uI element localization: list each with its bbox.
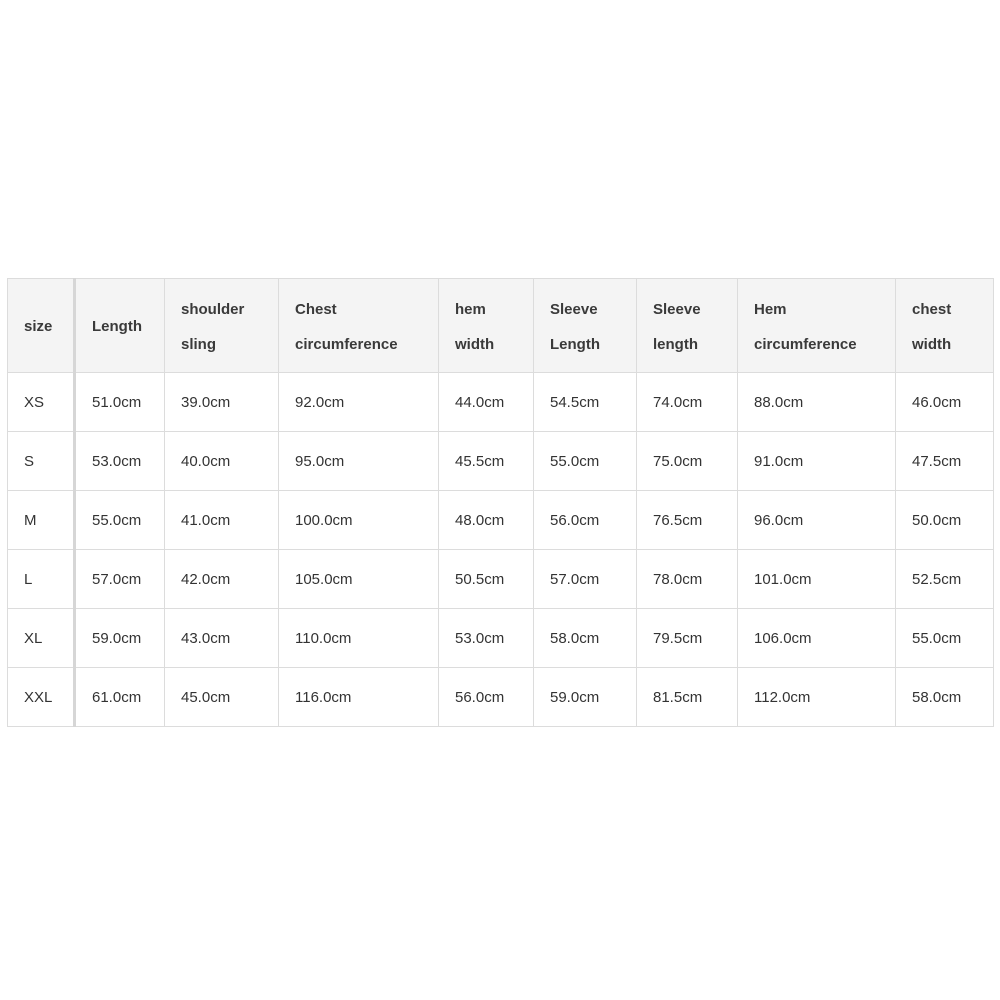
- cell-chest-width: 47.5cm: [896, 432, 994, 491]
- cell-length: 53.0cm: [75, 432, 165, 491]
- cell-chest-width: 58.0cm: [896, 668, 994, 727]
- table-row: [8, 668, 994, 727]
- cell-sleeve-length-1: 59.0cm: [534, 668, 637, 727]
- cell-chest-circumference: 95.0cm: [279, 432, 439, 491]
- cell-sleeve-length-2: 79.5cm: [637, 609, 738, 668]
- cell-shoulder-sling: 40.0cm: [165, 432, 279, 491]
- cell-hem-circumference: 88.0cm: [738, 373, 896, 432]
- header-size: [8, 279, 75, 373]
- table-row: [8, 432, 994, 491]
- cell-chest-width: 55.0cm: [896, 609, 994, 668]
- header-chest-width: [896, 279, 994, 373]
- header-label: width: [912, 335, 952, 353]
- cell-sleeve-length-2: 81.5cm: [637, 668, 738, 727]
- cell-size: XL: [8, 609, 75, 668]
- cell-chest-width: 46.0cm: [896, 373, 994, 432]
- cell-chest-circumference: 110.0cm: [279, 609, 439, 668]
- cell-size: XXL: [8, 668, 75, 727]
- header-label: circumference: [295, 335, 398, 353]
- header-hem-width: [439, 279, 534, 373]
- cell-size: L: [8, 550, 75, 609]
- cell-chest-width: 52.5cm: [896, 550, 994, 609]
- cell-sleeve-length-1: 56.0cm: [534, 491, 637, 550]
- cell-chest-circumference: 105.0cm: [279, 550, 439, 609]
- header-label: Length: [92, 318, 142, 335]
- cell-sleeve-length-2: 75.0cm: [637, 432, 738, 491]
- cell-hem-circumference: 106.0cm: [738, 609, 896, 668]
- cell-size: S: [8, 432, 75, 491]
- cell-hem-width: 50.5cm: [439, 550, 534, 609]
- cell-shoulder-sling: 45.0cm: [165, 668, 279, 727]
- header-chest-circumference: [279, 279, 439, 373]
- cell-hem-circumference: 112.0cm: [738, 668, 896, 727]
- cell-chest-circumference: 92.0cm: [279, 373, 439, 432]
- cell-hem-width: 48.0cm: [439, 491, 534, 550]
- header-label: Length: [550, 335, 600, 353]
- cell-sleeve-length-1: 54.5cm: [534, 373, 637, 432]
- header-label: width: [455, 335, 495, 353]
- cell-length: 57.0cm: [75, 550, 165, 609]
- header-sleeve-length-2: [637, 279, 738, 373]
- header-label: Chest: [295, 300, 337, 318]
- cell-chest-circumference: 116.0cm: [279, 668, 439, 727]
- header-label: circumference: [754, 335, 857, 353]
- header-label: Sleeve: [653, 300, 701, 318]
- header-sleeve-length-1: [534, 279, 637, 373]
- header-label: Hem: [754, 300, 787, 318]
- header-label: chest: [912, 300, 952, 318]
- cell-shoulder-sling: 43.0cm: [165, 609, 279, 668]
- cell-length: 51.0cm: [75, 373, 165, 432]
- table-row: [8, 609, 994, 668]
- header-label: hem: [455, 300, 486, 318]
- size-chart-table: [7, 278, 994, 727]
- cell-hem-circumference: 91.0cm: [738, 432, 896, 491]
- cell-shoulder-sling: 41.0cm: [165, 491, 279, 550]
- cell-hem-width: 44.0cm: [439, 373, 534, 432]
- cell-hem-width: 45.5cm: [439, 432, 534, 491]
- cell-chest-width: 50.0cm: [896, 491, 994, 550]
- header-label: Sleeve: [550, 300, 598, 318]
- table-row: [8, 373, 994, 432]
- header-label: size: [24, 318, 53, 335]
- table-body: [8, 373, 994, 727]
- header-hem-circumference: [738, 279, 896, 373]
- table-row: [8, 550, 994, 609]
- cell-sleeve-length-1: 55.0cm: [534, 432, 637, 491]
- header-label: shoulder: [181, 300, 245, 318]
- cell-shoulder-sling: 42.0cm: [165, 550, 279, 609]
- cell-sleeve-length-1: 57.0cm: [534, 550, 637, 609]
- cell-sleeve-length-2: 78.0cm: [637, 550, 738, 609]
- cell-length: 61.0cm: [75, 668, 165, 727]
- cell-hem-circumference: 101.0cm: [738, 550, 896, 609]
- header-label: length: [653, 335, 698, 353]
- cell-hem-width: 53.0cm: [439, 609, 534, 668]
- table-row: [8, 491, 994, 550]
- cell-hem-width: 56.0cm: [439, 668, 534, 727]
- cell-sleeve-length-2: 74.0cm: [637, 373, 738, 432]
- cell-sleeve-length-2: 76.5cm: [637, 491, 738, 550]
- cell-shoulder-sling: 39.0cm: [165, 373, 279, 432]
- cell-size: M: [8, 491, 75, 550]
- cell-hem-circumference: 96.0cm: [738, 491, 896, 550]
- header-row: [8, 279, 994, 373]
- cell-size: XS: [8, 373, 75, 432]
- cell-length: 59.0cm: [75, 609, 165, 668]
- header-shoulder-sling: [165, 279, 279, 373]
- table-header: [8, 279, 994, 373]
- cell-chest-circumference: 100.0cm: [279, 491, 439, 550]
- cell-length: 55.0cm: [75, 491, 165, 550]
- header-label: sling: [181, 335, 217, 353]
- cell-sleeve-length-1: 58.0cm: [534, 609, 637, 668]
- header-length: [75, 279, 165, 373]
